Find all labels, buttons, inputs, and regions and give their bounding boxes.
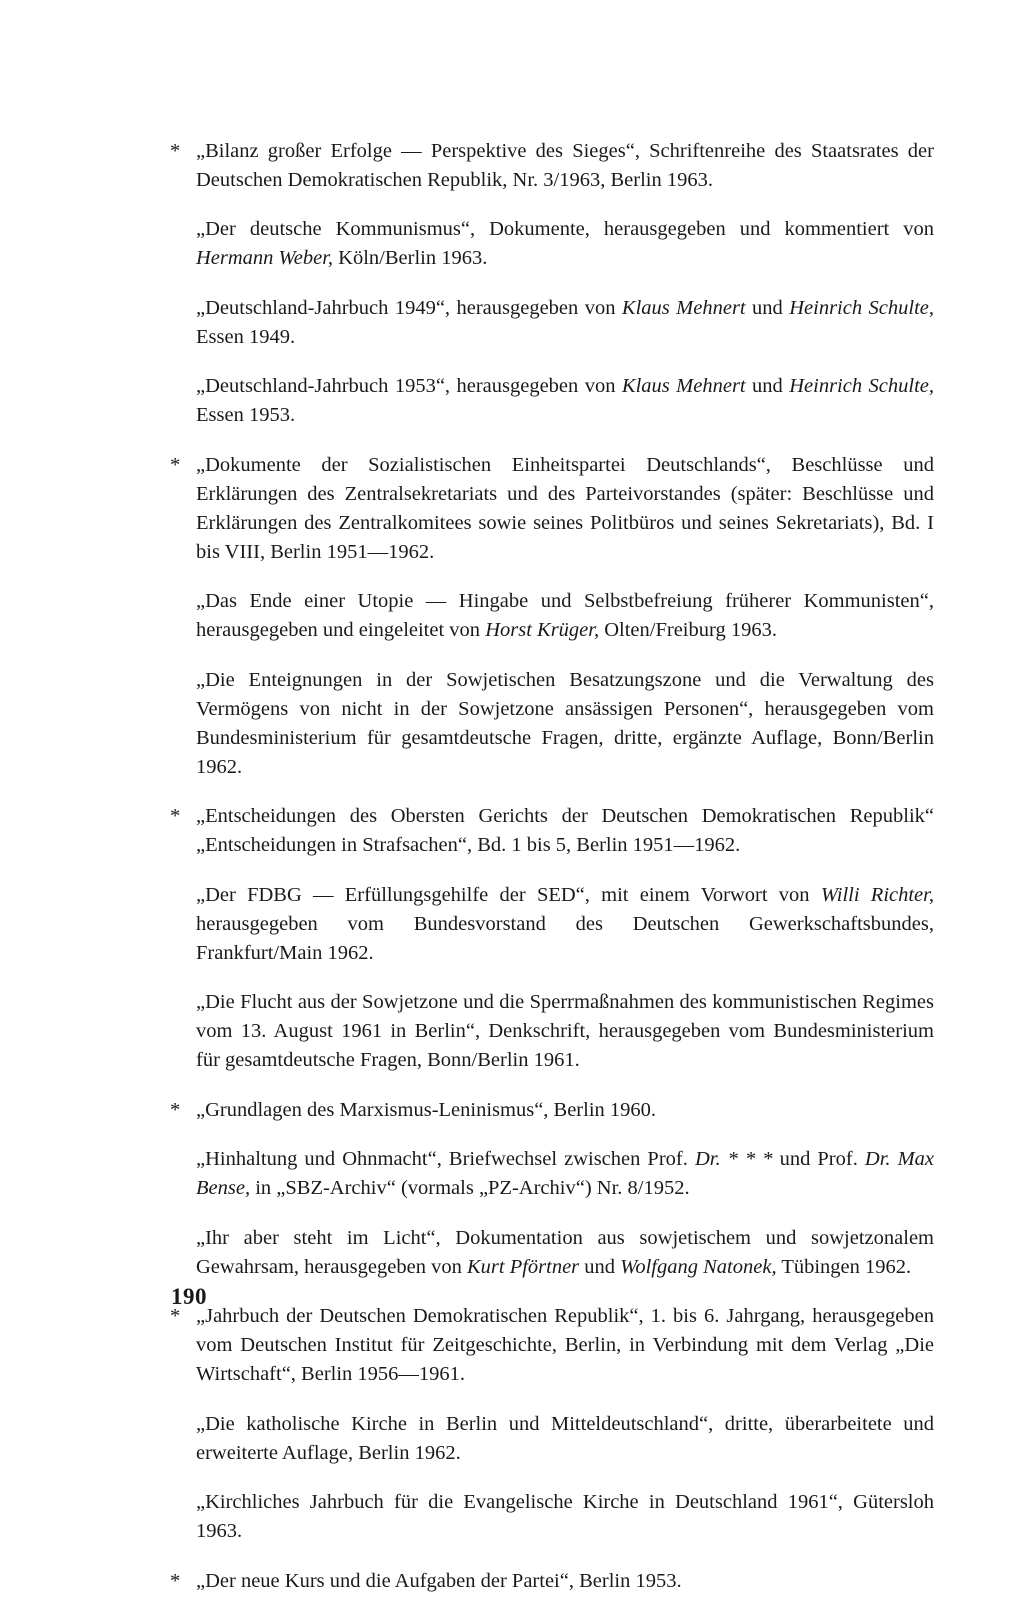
entry-text: herausgegeben vom Bundesvorstand des Deutschen Gewerkschaftsbundes, Frankfurt/Main 1962. <box>196 912 934 964</box>
asterisk-marker: * <box>170 1569 181 1592</box>
entry-text: „Dokumente der Sozialistischen Einheitspartei Deutschlands“, Beschlüsse und Erklärungen des Zentralsekretariats und des Parteivorstandes (später: Beschlüsse und Erklärungen des Zentralkomitees sowie seines Politbüros und seines Sekretariats), Bd. I bis VIII, Berlin 1951—1962. <box>196 453 934 563</box>
entry-text: „Entscheidungen des Obersten Gerichts der Deutschen Demokratischen Republik“ „Entscheidungen in Strafsachen“, Bd. 1 bis 5, Berlin 1951—1962. <box>196 805 934 856</box>
bibliography-entry <box>170 1567 934 1596</box>
asterisk-marker: * <box>170 453 181 476</box>
entry-text: „Kirchliches Jahrbuch für die Evangelische Kirche in Deutschland 1961“, Gütersloh 1963. <box>196 1491 934 1542</box>
entry-text: in „SBZ-Archiv“ (vormals „PZ-Archiv“) Nr. 8/1952. <box>250 1177 690 1199</box>
bibliography-entry <box>170 137 934 195</box>
author-name: Dr. Max Bense, <box>196 1148 935 1199</box>
asterisk-marker: * <box>170 1305 181 1327</box>
entry-text: und <box>745 296 790 319</box>
entry-text: „Der deutsche Kommunismus“, Dokumente, herausgegeben und kommentiert von <box>196 218 934 240</box>
entry-text: Köln/Berlin 1963. <box>333 247 488 269</box>
entry-text: „Der neue Kurs und die Aufgaben der Partei“, Berlin 1953. <box>196 1569 682 1592</box>
author-name: Heinrich Schulte, <box>789 375 934 397</box>
bibliography-entry <box>170 802 934 860</box>
author-name: Klaus Mehnert <box>621 296 746 319</box>
bibliography-entry <box>196 666 934 782</box>
author-name: Horst Krüger, <box>485 619 600 641</box>
entry-text: „Hinhaltung und Ohnmacht“, Briefwechsel zwischen Prof. <box>196 1148 695 1170</box>
bibliography-entry <box>196 988 934 1075</box>
entry-text: Essen 1953. <box>196 404 296 426</box>
bibliography-entry <box>196 587 934 645</box>
entry-text: Tübingen 1962. <box>776 1255 912 1278</box>
asterisk-marker: * <box>170 139 181 162</box>
entry-text: „Deutschland-Jahrbuch 1949“, herausgegeben von <box>196 296 622 319</box>
entry-text: und <box>579 1255 621 1278</box>
bibliography-entry <box>196 1488 934 1546</box>
entry-text: und Prof. <box>772 1148 865 1170</box>
author-name: Kurt Pförtner <box>466 1255 580 1278</box>
asterisk-marker: * <box>170 1098 181 1121</box>
entry-text: „Das Ende einer Utopie — Hingabe und Selbstbefreiung früherer Kommunisten“, herausgegeben und eingeleitet von <box>196 590 934 641</box>
entry-text: „Die Flucht aus der Sowjetzone und die Sperrmaßnahmen des kommunistischen Regimes vom 13. August 1961 in Berlin“, Denkschrift, herausgegeben vom Bundesministerium für gesamtdeutsche Fragen, Bonn/Berlin 1961. <box>196 991 934 1071</box>
author-name: Dr. * * * <box>694 1148 773 1170</box>
bibliography-entry <box>196 372 934 430</box>
author-name: Wolfgang Natonek, <box>620 1255 777 1278</box>
entry-text: „Ihr aber steht im Licht“, Dokumentation aus sowjetischem und sowjetzonalem Gewahrsam, herausgegeben von <box>196 1226 934 1278</box>
page-number: 190 <box>171 1284 207 1309</box>
bibliography-entry <box>170 1096 934 1125</box>
entry-text: „Grundlagen des Marxismus-Leninismus“, Berlin 1960. <box>196 1098 657 1121</box>
bibliography-entry <box>170 1302 934 1389</box>
bibliography-entry <box>196 1145 934 1203</box>
entry-text: Olten/Freiburg 1963. <box>599 619 777 641</box>
bibliography-entry <box>196 294 934 352</box>
entry-text: „Die katholische Kirche in Berlin und Mitteldeutschland“, dritte, überarbeitete und erweiterte Auflage, Berlin 1962. <box>196 1412 934 1464</box>
bibliography-entry <box>170 451 934 567</box>
entry-text: „Der FDBG — Erfüllungsgehilfe der SED“, mit einem Vorwort von <box>196 883 821 906</box>
bibliography-entry <box>196 1410 934 1468</box>
bibliography-entry <box>196 1224 934 1282</box>
bibliography-entry <box>196 881 934 968</box>
entry-text: und <box>745 375 790 397</box>
entry-text: „Jahrbuch der Deutschen Demokratischen Republik“, 1. bis 6. Jahrgang, herausgegeben vom Deutschen Institut für Zeitgeschichte, Berlin, in Verbindung mit dem Verlag „Die Wirtschaft“, Berlin 1956—1961. <box>196 1305 934 1385</box>
author-name: Willi Richter, <box>820 883 934 906</box>
author-name: Heinrich Schulte, <box>789 296 934 319</box>
asterisk-marker: * <box>170 805 181 827</box>
entry-text: „Die Enteignungen in der Sowjetischen Besatzungszone und die Verwaltung des Vermögens von nicht in der Sowjetzone ansässigen Personen“, herausgegeben vom Bundesministerium für gesamtdeutsche Fragen, dritte, ergänzte Auflage, Bonn/Berlin 1962. <box>196 668 934 778</box>
bibliography-entry <box>196 215 934 273</box>
entry-text: „Bilanz großer Erfolge — Perspektive des Sieges“, Schriftenreihe des Staatsrates der Deutschen Demokratischen Republik, Nr. 3/1963, Berlin 1963. <box>196 139 934 191</box>
entry-text: „Deutschland-Jahrbuch 1953“, herausgegeben von <box>196 375 622 397</box>
author-name: Hermann Weber, <box>196 247 334 269</box>
entry-text: Essen 1949. <box>196 325 296 348</box>
author-name: Klaus Mehnert <box>621 375 746 397</box>
